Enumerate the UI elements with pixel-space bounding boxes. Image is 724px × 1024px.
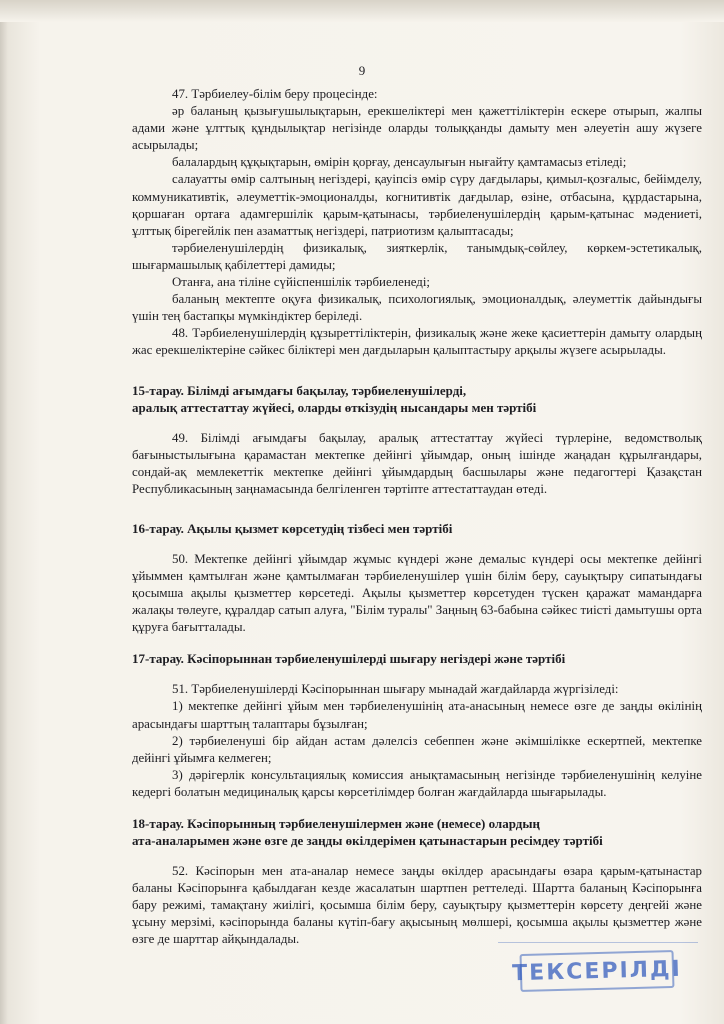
chapter-16-title: 16-тарау. Ақылы қызмет көрсетудің тізбесі мен тәртібі [132, 520, 453, 536]
paragraph-51: 51. Тәрбиеленушілерді Кәсіпорыннан шығару мынадай жағдайларда жүргізіледі: [172, 682, 619, 697]
chapter-18-title-line-1: 18-тарау. Кәсіпорынның тәрбиеленушілермен және (немесе) олардың [132, 816, 540, 831]
verification-stamp: ТЕКСЕРІЛДІ [520, 950, 675, 992]
chapter-17-title: 17-тарау. Кәсіпорыннан тәрбиеленушілерді шығару негіздері және тәртібі [132, 651, 566, 667]
chapter-15-title-line-1: 15-тарау. Білімді ағымдағы бақылау, тәрбиеленушілерді, [132, 382, 467, 398]
paragraph-47-item-4: тәрбиеленушілердің физикалық, зияткерлік, танымдық-сөйлеу, көркем-эстетикалық, шығармашылық қабілеттері дамиды; [132, 240, 702, 272]
paragraph-47-item-5: Отанға, ана тіліне сүйіспеншілік тәрбиеленеді; [172, 275, 431, 290]
paragraph-51-item-1: 1) мектепке дейінгі ұйым мен тәрбиеленушінің ата-анасының немесе өзге де заңды өкілінің арасындағы шарттың талаптары бұзылған; [132, 699, 702, 731]
paragraph-47-item-2: балалардың құқықтарын, өмірін қорғау, денсаулығын нығайту қамтамасыз етіледі; [172, 155, 627, 170]
stamp-border-line [498, 942, 698, 943]
chapter-18-title-line-2: ата-аналарымен және өзге де заңды өкілдерімен қатынастарын ресімдеу тәртібі [132, 833, 603, 848]
paragraph-47-item-3: салауатты өмір салтының негіздері, қауіпсіз өмір сүру дағдылары, қимыл-қозғалыс, бейімделу, коммуникативтік, әлеуметтік-эмоционалды, когнитивтік дағдылар, өзіне, отбасына, құрдастарына, қоршаған ортаға адамгершілік қарым-қатынасы, тәрбиеленушілердің қарым-қатынас мәдениеті, ұлттық бірегейлік пен азаматтық негіздері, патриотизм қалыптасады; [132, 172, 702, 238]
paragraph-51-item-3: 3) дәрігерлік консультациялық комиссия анықтамасының негізінде тәрбиеленушінің келуіне кедергі болатын медициналық қарсы көрсетілімдер болған жағдайларда шығарылады. [132, 767, 702, 799]
page-top-edge [0, 0, 724, 22]
page-number: 9 [358, 63, 366, 78]
paragraph-48: 48. Тәрбиеленушілердің құзыреттіліктерін, физикалық және жеке қасиеттерін дамыту олардың жас ерекшеліктеріне сәйкес біліктері мен дағдыларын қалыптастыру арқылы жүзеге асырылады. [132, 326, 702, 358]
paragraph-50: 50. Мектепке дейінгі ұйымдар жұмыс күндері және демалыс күндері осы мектепке дейінгі ұйыммен қамтылған және қамтылмаған тәрбиеленушілер үшін білім беру, сауықтыру сипатындағы қосымша ақылы қызметтер көрсетеді. Ақылы қызметтер көрсетуден түскен қаражат мамандарға жалақы төлеуге, құралдар сатып алуға, "Білім туралы" Заңның 63-бабына сәйкес тиісті дамытушы орта құруға бағытталады. [132, 551, 702, 635]
paragraph-47: 47. Тәрбиелеу-білім беру процесінде: [172, 87, 378, 101]
chapter-15-title-line-2: аралық аттестаттау жүйесі, оларды өткізудің нысандары мен тәртібі [132, 399, 537, 415]
document-body [132, 86, 702, 948]
paragraph-49: 49. Білімді ағымдағы бақылау, аралық аттестаттау жүйесі түрлеріне, ведомстволық бағыныстылығына қарамастан мектепке дейінгі ұйымдар, оның ішінде жаңадан құрылғандары, сондай-ақ мемлекеттік мектепке дейінгі ұйымдардың басшылары және педагогтері Қазақстан Республикасының заңнамасында белгіленген тәртіпте аттестаттаудан өтеді. [132, 430, 702, 496]
paragraph-52: 52. Кәсіпорын мен ата-аналар немесе заңды өкілдер арасындағы өзара қарым-қатынастар баланы Кәсіпорынға қабылдаған кезде жасалатын шартпен реттеледі. Шартта баланың Кәсіпорынға бару режимі, тамақтану жиілігі, қосымша білім беру, сауықтыру қызметтерін көрсету деңгейі және ұсыну мерзімі, кәсіпорында баланы күтіп-бағу ақысының мөлшері, қосымша ақылы қызметтер және өзге де шарттар айқындалады. [132, 864, 702, 947]
paragraph-47-item-1: әр баланың қызығушылықтарын, ерекшеліктері мен қажеттіліктерін ескере отырып, жалпы адами және ұлттық құндылықтар негізінде оларды толыққанды дамыту мен әлеуетін ашу жүзеге асырылады; [132, 104, 702, 153]
paragraph-51-item-2: 2) тәрбиеленуші бір айдан астам дәлелсіз себеппен және әкімшілікке ескертпей, мектепке дейінгі ұйымға келмеген; [132, 733, 702, 765]
paragraph-47-item-6: баланың мектепте оқуға физикалық, психологиялық, эмоционалдық, әлеуметтік дайындығы үшін тең бастапқы мүмкіндіктер беріледі. [132, 292, 702, 324]
